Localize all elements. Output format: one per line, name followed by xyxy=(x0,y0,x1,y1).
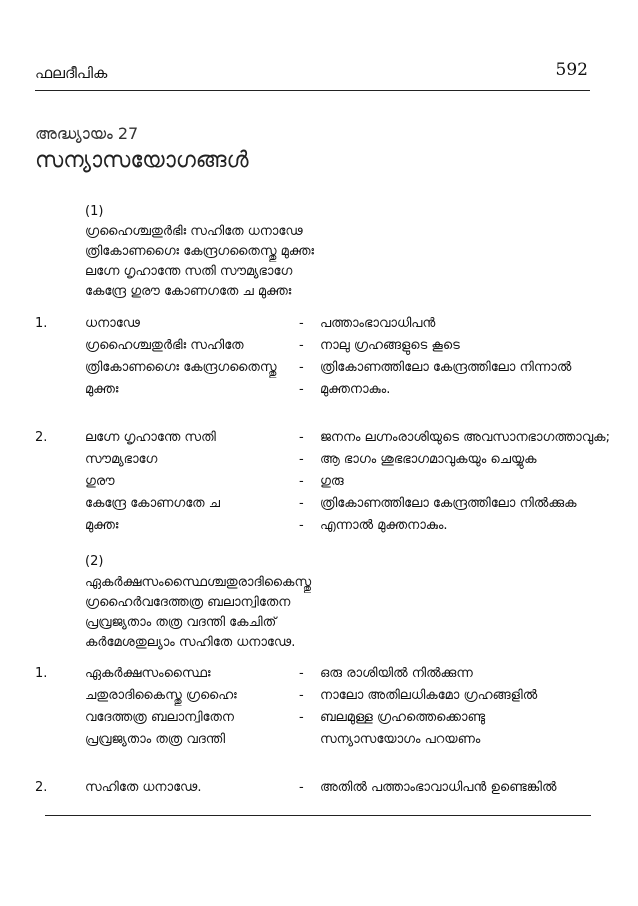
gloss-meaning: മുക്തനാകും. xyxy=(320,382,391,397)
gloss-row xyxy=(0,336,638,356)
gloss-word: ഗ്രഹൈശ്ചതുർഭിഃ സഹിതേ xyxy=(85,338,244,353)
gloss-row xyxy=(0,380,638,400)
gloss-meaning: ആ ഭാഗം ശുഭഭാഗമാവുകയും ചെയ്യുക xyxy=(320,452,537,467)
gloss-word: ചതുരാദികൈസ്തു ഗ്രഹൈഃ xyxy=(85,688,237,703)
item-number: 2. xyxy=(35,780,48,795)
gloss-dash: - xyxy=(299,430,304,445)
section-number: (1) xyxy=(85,204,104,219)
verse-line: ത്രികോണഗൈഃ കേന്ദ്രഗതൈസ്തു മുക്തഃ xyxy=(85,244,315,259)
gloss-word: പ്രവ്രജ്യതാം തത്ര വദന്തി xyxy=(85,732,226,747)
gloss-word: ലഗ്നേ ഗൃഹാന്തേ സതി xyxy=(85,430,216,445)
gloss-row xyxy=(0,428,638,448)
gloss-word: ത്രികോണഗൈഃ കേന്ദ്രഗതൈസ്തു xyxy=(85,360,277,375)
gloss-dash: - xyxy=(299,780,304,795)
gloss-row xyxy=(0,686,638,706)
gloss-row xyxy=(0,730,638,750)
verse-line: ഗ്രഹൈശ്ചതുർഭിഃ സഹിതേ ധനാഢേ xyxy=(85,224,303,239)
gloss-row xyxy=(0,494,638,514)
footer-rule xyxy=(45,815,591,816)
verse-line: ഏകർക്ഷസംസ്ഥൈശ്ചതുരാദികൈസ്തു xyxy=(85,575,312,590)
gloss-word: ധനാഢേ xyxy=(85,316,140,331)
chapter-title: സന്യാസയോഗങ്ങൾ xyxy=(35,148,249,173)
gloss-row xyxy=(0,314,638,334)
item-number: 1. xyxy=(35,316,48,331)
verse-block xyxy=(85,573,311,653)
gloss-word: സൗമ്യഭാഗേ xyxy=(85,452,158,467)
chapter-label: അദ്ധ്യായം 27 xyxy=(35,124,139,143)
gloss-meaning: എന്നാൽ മുക്തനാകും. xyxy=(320,518,448,533)
item-number: 1. xyxy=(35,666,48,681)
verse-line: കേന്ദ്രേ ഗുരൗ കോണഗതേ ച മുക്തഃ xyxy=(85,284,292,299)
gloss-meaning: ഗുരു xyxy=(320,474,344,489)
gloss-meaning: ത്രികോണത്തിലോ കേന്ദ്രത്തിലോ നിന്നാൽ xyxy=(320,360,572,375)
gloss-dash: - xyxy=(299,360,304,375)
gloss-meaning: ഒരു രാശിയിൽ നിൽക്കുന്ന xyxy=(320,666,473,681)
verse-line: ലഗ്നേ ഗൃഹാന്തേ സതി സൗമ്യഭാഗേ xyxy=(85,264,293,279)
gloss-word: കേന്ദ്രേ കോണഗതേ ച xyxy=(85,496,220,511)
section-number: (2) xyxy=(85,554,104,569)
gloss-dash: - xyxy=(299,382,304,397)
verse-line: കർമേശതുല്യാം സഹിതേ ധനാഢേ. xyxy=(85,635,296,650)
gloss-dash: - xyxy=(299,316,304,331)
gloss-row xyxy=(0,778,638,798)
gloss-row xyxy=(0,472,638,492)
gloss-dash: - xyxy=(299,452,304,467)
gloss-row xyxy=(0,708,638,728)
gloss-dash: - xyxy=(299,518,304,533)
gloss-dash: - xyxy=(299,666,304,681)
gloss-word: മുക്തഃ xyxy=(85,382,119,397)
gloss-meaning: സന്യാസയോഗം പറയണം xyxy=(320,732,481,747)
gloss-row xyxy=(0,450,638,470)
gloss-dash: - xyxy=(299,710,304,725)
gloss-dash: - xyxy=(299,688,304,703)
gloss-meaning: ജനനം ലഗ്നംരാശിയുടെ അവസാനഭാഗത്താവുക; xyxy=(320,430,610,445)
verse-block xyxy=(85,222,314,302)
running-title: ഫലദീപിക xyxy=(35,64,108,82)
gloss-dash: - xyxy=(299,338,304,353)
gloss-dash: - xyxy=(299,496,304,511)
gloss-meaning: നാലു ഗ്രഹങ്ങളുടെ കൂടെ xyxy=(320,338,460,353)
item-number: 2. xyxy=(35,430,48,445)
gloss-dash: - xyxy=(299,474,304,489)
gloss-word: ഗുരൗ xyxy=(85,474,115,489)
verse-line: പ്രവ്രജ്യതാം തത്ര വദന്തി കേചിത് xyxy=(85,615,277,630)
gloss-word: വദേത്തത്ര ബലാന്വിതേന xyxy=(85,710,234,725)
gloss-word: മുക്തഃ xyxy=(85,518,119,533)
gloss-meaning: അതിൽ പത്താംഭാവാധിപൻ ഉണ്ടെങ്കിൽ xyxy=(320,780,557,795)
gloss-word: ഏകർക്ഷസംസ്ഥൈഃ xyxy=(85,666,211,681)
page-header xyxy=(35,60,590,91)
gloss-meaning: നാലോ അതിലധികമോ ഗ്രഹങ്ങളിൽ xyxy=(320,688,538,703)
gloss-row xyxy=(0,358,638,378)
gloss-meaning: പത്താംഭാവാധിപൻ xyxy=(320,316,436,331)
gloss-meaning: ത്രികോണത്തിലോ കേന്ദ്രത്തിലോ നിൽക്കുക xyxy=(320,496,577,511)
page-number: 592 xyxy=(555,60,588,80)
gloss-row xyxy=(0,516,638,536)
verse-line: ഗ്രഹൈർവദേത്തത്ര ബലാന്വിതേന xyxy=(85,595,291,610)
gloss-meaning: ബലമുള്ള ഗ്രഹത്തെക്കൊണ്ടു xyxy=(320,710,486,725)
gloss-row xyxy=(0,664,638,684)
gloss-word: സഹിതേ ധനാഢേ. xyxy=(85,780,202,795)
